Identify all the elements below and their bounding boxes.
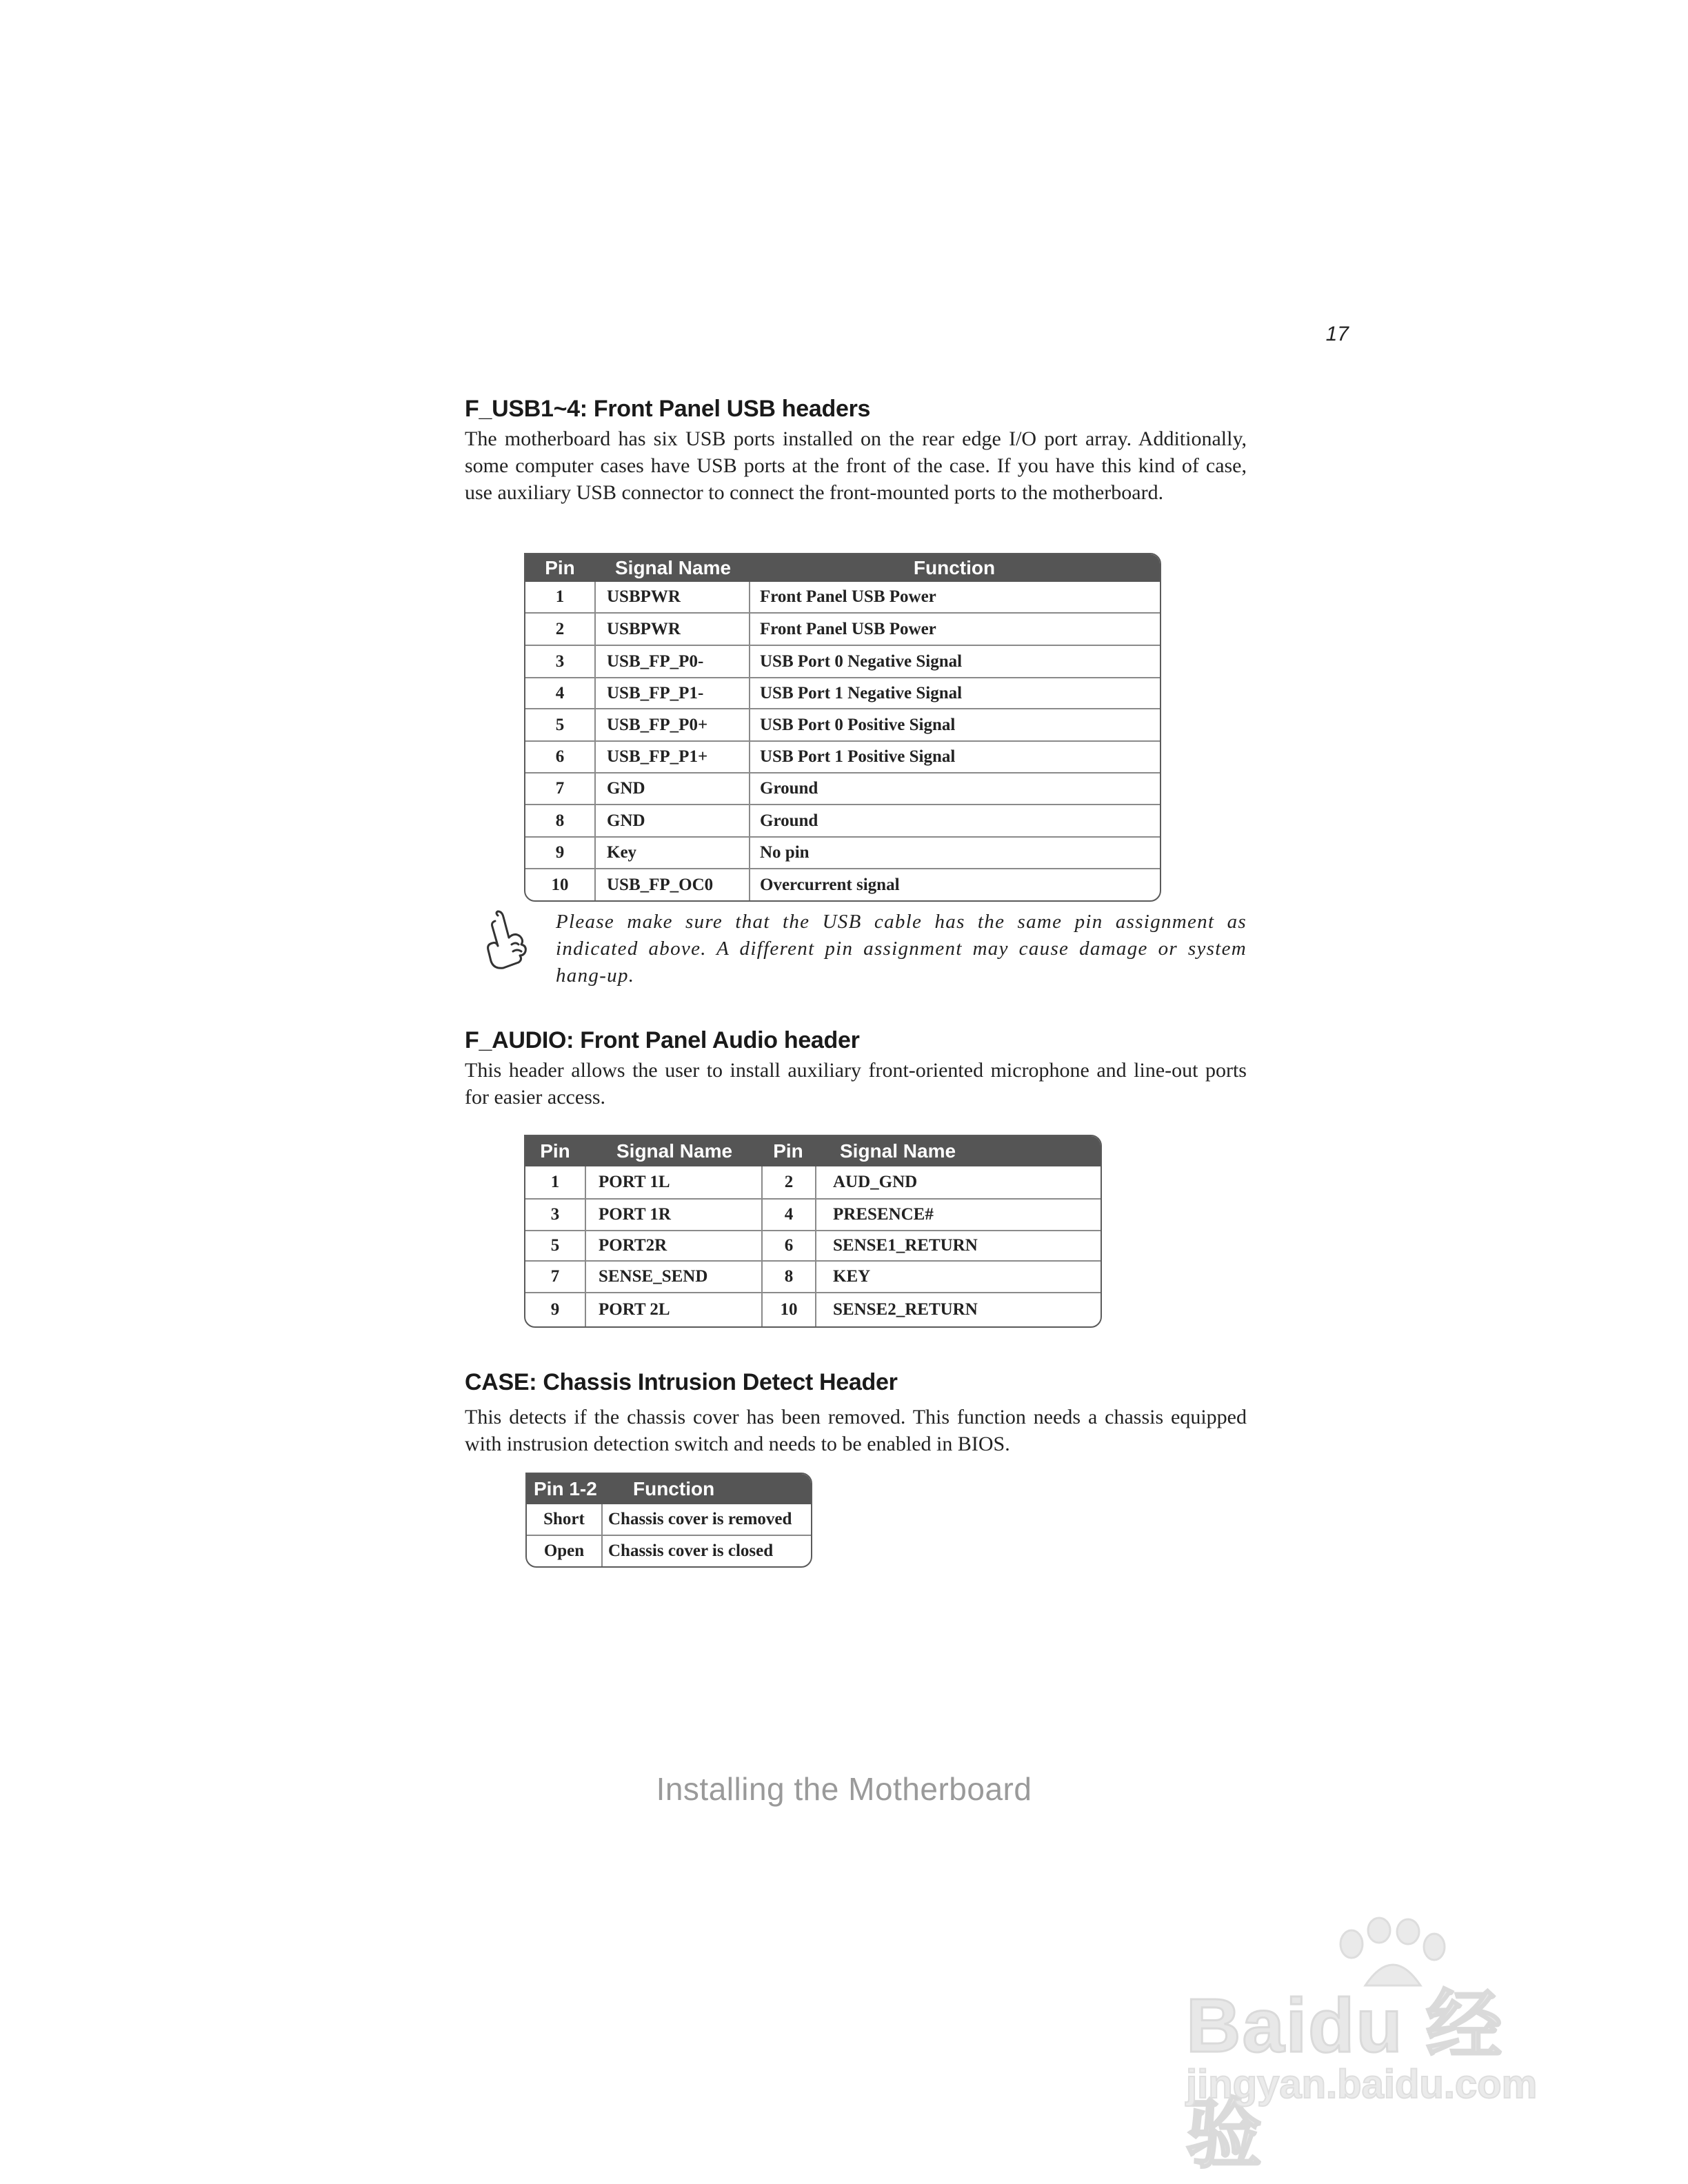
table-row [525,1260,1101,1292]
function-cell: USB Port 0 Positive Signal [749,709,1160,740]
function-cell: Ground [749,774,1160,804]
audio-header-pin-b: Pin [773,1140,803,1162]
pin-cell: 6 [761,1231,815,1260]
table-row [527,1535,811,1566]
pin-cell: 6 [555,747,565,766]
pin-cell: 5 [550,1236,560,1255]
signal-cell: PORT 1L [585,1166,761,1198]
table-row [527,1504,811,1535]
pin-cell: 10 [761,1293,815,1326]
usb-table-body [525,582,1160,900]
signal-cell: PORT 1R [585,1200,761,1230]
signal-cell: SENSE1_RETURN [815,1231,1101,1260]
pointing-hand-icon [483,910,531,972]
audio-header-pin-a: Pin [540,1140,570,1162]
case-table-header [527,1474,811,1504]
table-row [525,1230,1101,1260]
signal-cell: USB_FP_OC0 [594,869,749,900]
signal-cell: USB_FP_P0- [594,646,749,677]
pin-cell: 9 [550,1300,560,1319]
table-row [525,772,1160,804]
function-cell: Overcurrent signal [749,869,1160,900]
function-cell: Chassis cover is closed [601,1536,811,1566]
table-row [525,740,1160,772]
table-row [525,582,1160,612]
watermark-brand: Baidu 经验 [1186,1983,1504,2177]
pin-cell: 4 [555,683,565,702]
signal-cell: Key [594,838,749,868]
signal-cell: PORT2R [585,1231,761,1260]
table-row [525,836,1160,868]
table-row [525,708,1160,740]
function-cell: USB Port 0 Negative Signal [749,646,1160,677]
pin-cell: 2 [761,1166,815,1198]
audio-pin-table [524,1135,1102,1328]
pin-cell: 8 [761,1262,815,1292]
pin-cell: 4 [761,1200,815,1230]
pin-cell: 7 [550,1267,560,1286]
table-row [525,1292,1101,1326]
pin-cell: 7 [555,779,565,798]
signal-cell: USB_FP_P1- [594,678,749,708]
usb-header-signal: Signal Name [615,557,732,578]
usb-note-text: Please make sure that the USB cable has the same pin assignment as indicated above. A different pin assignment may cause damage or system hang-up. [556,911,1247,987]
pin-cell: 8 [555,811,565,830]
audio-section-body: This header allows the user to install auxiliary front-oriented microphone and line-out ports for easier access. [465,1059,1247,1109]
case-section-body: This detects if the chassis cover has been removed. This function needs a chassis equipped with instrusion detection switch and needs to be enabled in BIOS. [465,1406,1247,1455]
signal-cell: SENSE2_RETURN [815,1293,1101,1326]
signal-cell: USBPWR [594,614,749,645]
usb-table-header [525,554,1160,582]
signal-cell: GND [594,774,749,804]
table-row [525,677,1160,708]
function-cell: No pin [749,838,1160,868]
usb-header-function: Function [913,557,996,578]
chapter-footer: Installing the Motherboard [656,1771,1032,1807]
table-row [525,645,1160,677]
audio-section-heading: F_AUDIO: Front Panel Audio header [465,1027,860,1053]
case-header-pin: Pin 1-2 [534,1478,597,1499]
pin-cell: 3 [550,1205,560,1224]
case-table-body [527,1504,811,1566]
table-row [525,1166,1101,1198]
pin-cell: 10 [551,875,569,894]
baidu-watermark [1186,1917,1572,2177]
pin-state-cell: Short [543,1510,585,1528]
function-cell: Ground [749,805,1160,836]
audio-table-header [525,1136,1101,1166]
signal-cell: SENSE_SEND [585,1262,761,1292]
signal-cell: AUD_GND [815,1166,1101,1198]
function-cell: Front Panel USB Power [749,614,1160,645]
watermark-url: jingyan.baidu.com [1186,2062,1538,2107]
signal-cell: USB_FP_P1+ [594,742,749,772]
case-section-heading: CASE: Chassis Intrusion Detect Header [465,1369,898,1395]
function-cell: Chassis cover is removed [601,1504,811,1535]
function-cell: USB Port 1 Positive Signal [749,742,1160,772]
signal-cell: PORT 2L [585,1293,761,1326]
signal-cell: KEY [815,1262,1101,1292]
pin-cell: 2 [555,619,565,638]
usb-pin-table [524,553,1161,902]
signal-cell: GND [594,805,749,836]
table-row [525,612,1160,645]
signal-cell: PRESENCE# [815,1200,1101,1230]
usb-section-body: The motherboard has six USB ports installed on the rear edge I/O port array. Additionally, some computer cases have USB ports at the front of the case. If you have this kind of case, use auxiliary USB connector to connect the front-mounted ports to the motherboard. [465,427,1247,504]
signal-cell: USBPWR [594,582,749,612]
usb-header-pin: Pin [545,557,575,578]
table-row [525,804,1160,836]
function-cell: USB Port 1 Negative Signal [749,678,1160,708]
pin-state-cell: Open [543,1541,585,1560]
pin-cell: 5 [555,715,565,734]
pin-cell: 3 [555,651,565,671]
pin-cell: 9 [555,843,565,862]
case-header-function: Function [633,1478,715,1499]
audio-table-body [525,1166,1101,1326]
audio-header-signal-b: Signal Name [840,1140,956,1162]
usb-section-heading: F_USB1~4: Front Panel USB headers [465,396,871,422]
signal-cell: USB_FP_P0+ [594,709,749,740]
pin-cell: 1 [555,587,565,606]
case-pin-table [525,1473,812,1568]
pin-cell: 1 [550,1173,560,1191]
table-row [525,868,1160,900]
audio-header-signal-a: Signal Name [616,1140,733,1162]
page-number: 17 [1325,323,1349,345]
function-cell: Front Panel USB Power [749,582,1160,612]
table-row [525,1198,1101,1230]
